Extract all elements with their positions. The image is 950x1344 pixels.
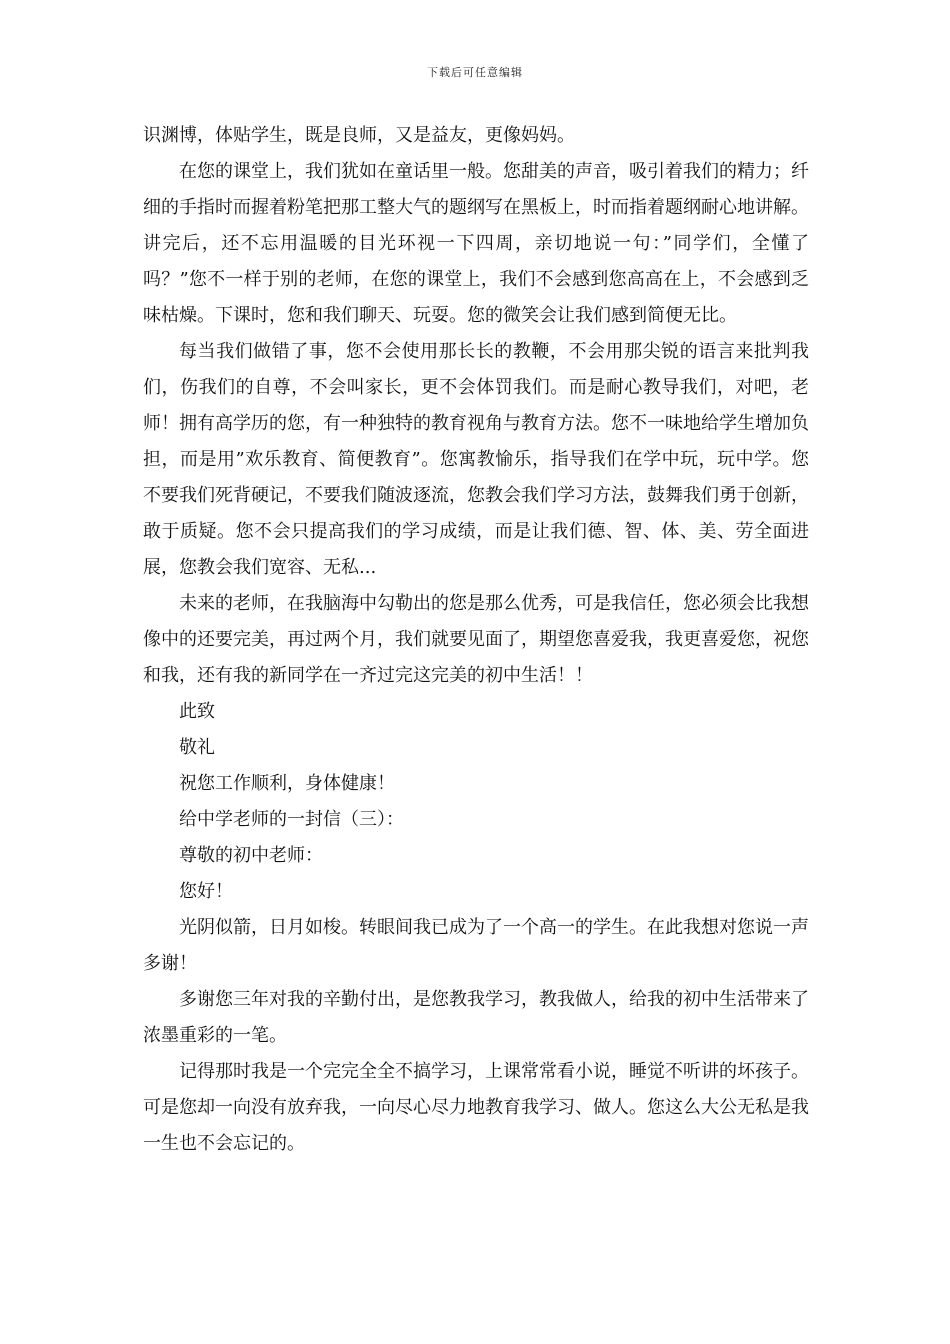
document-body xyxy=(143,118,809,1162)
closing-wish: 祝您工作顺利，身体健康！ xyxy=(179,773,395,794)
paragraph-memory: 记得那时我是一个完完全全不搞学习，上课常常看小说，睡觉不听讲的坏孩子。可是您却一向没有放弃我，一向尽心尽力地教育我学习、做人。您这么大公无私是我一生也不会忘记的。 xyxy=(143,1061,809,1154)
letter-three-title: 给中学老师的一封信（三）： xyxy=(179,809,404,830)
paragraph-time-flies: 光阴似箭，日月如梭。转眼间我已成为了一个高一的学生。在此我想对您说一声多谢！ xyxy=(143,917,809,974)
closing-jingli: 敬礼 xyxy=(179,737,215,758)
letter-salutation: 尊敬的初中老师： xyxy=(179,845,323,866)
closing-cizhi: 此致 xyxy=(179,701,215,722)
page-header-note: 下载后可任意编辑 xyxy=(427,66,523,79)
paragraph-mistakes: 每当我们做错了事，您不会使用那长长的教鞭，不会用那尖锐的语言来批判我们，伤我们的自尊，不会叫家长，更不会体罚我们。而是耐心教导我们，对吧，老师！拥有高学历的您，有一种独特的教育视角与教育方法。您不一味地给学生增加负担，而是用”欢乐教育、简便教育”。您寓教愉乐，指导我们在学中玩，玩中学。您不要我们死背硬记，不要我们随波逐流，您教会我们学习方法，鼓舞我们勇于创新，敢于质疑。您不会只提高我们的学习成绩，而是让我们德、智、体、美、劳全面进展，您教会我们宽容、无私... xyxy=(143,341,809,578)
paragraph-thanks: 多谢您三年对我的辛勤付出，是您教我学习，教我做人，给我的初中生活带来了浓墨重彩的一笔。 xyxy=(143,989,809,1046)
letter-greeting: 您好！ xyxy=(179,881,233,902)
paragraph-classroom: 在您的课堂上，我们犹如在童话里一般。您甜美的声音，吸引着我们的精力；纤细的手指时而握着粉笔把那工整大气的题纲写在黑板上，时而指着题纲耐心地讲解。讲完后，还不忘用温暖的目光环视一下四周，亲切地说一句：”同学们，全懂了吗？”您不一样于别的老师，在您的课堂上，我们不会感到您高高在上，不会感到乏味枯燥。下课时，您和我们聊天、玩耍。您的微笑会让我们感到简便无比。 xyxy=(143,161,809,326)
paragraph-future-teacher: 未来的老师，在我脑海中勾勒出的您是那么优秀，可是我信任，您必须会比我想像中的还要完美，再过两个月，我们就要见面了，期望您喜爱我，我更喜爱您，祝您和我，还有我的新同学在一齐过完这完美的初中生活！！ xyxy=(143,593,809,686)
paragraph-continued: 识渊博，体贴学生，既是良师，又是益友，更像妈妈。 xyxy=(143,125,575,146)
